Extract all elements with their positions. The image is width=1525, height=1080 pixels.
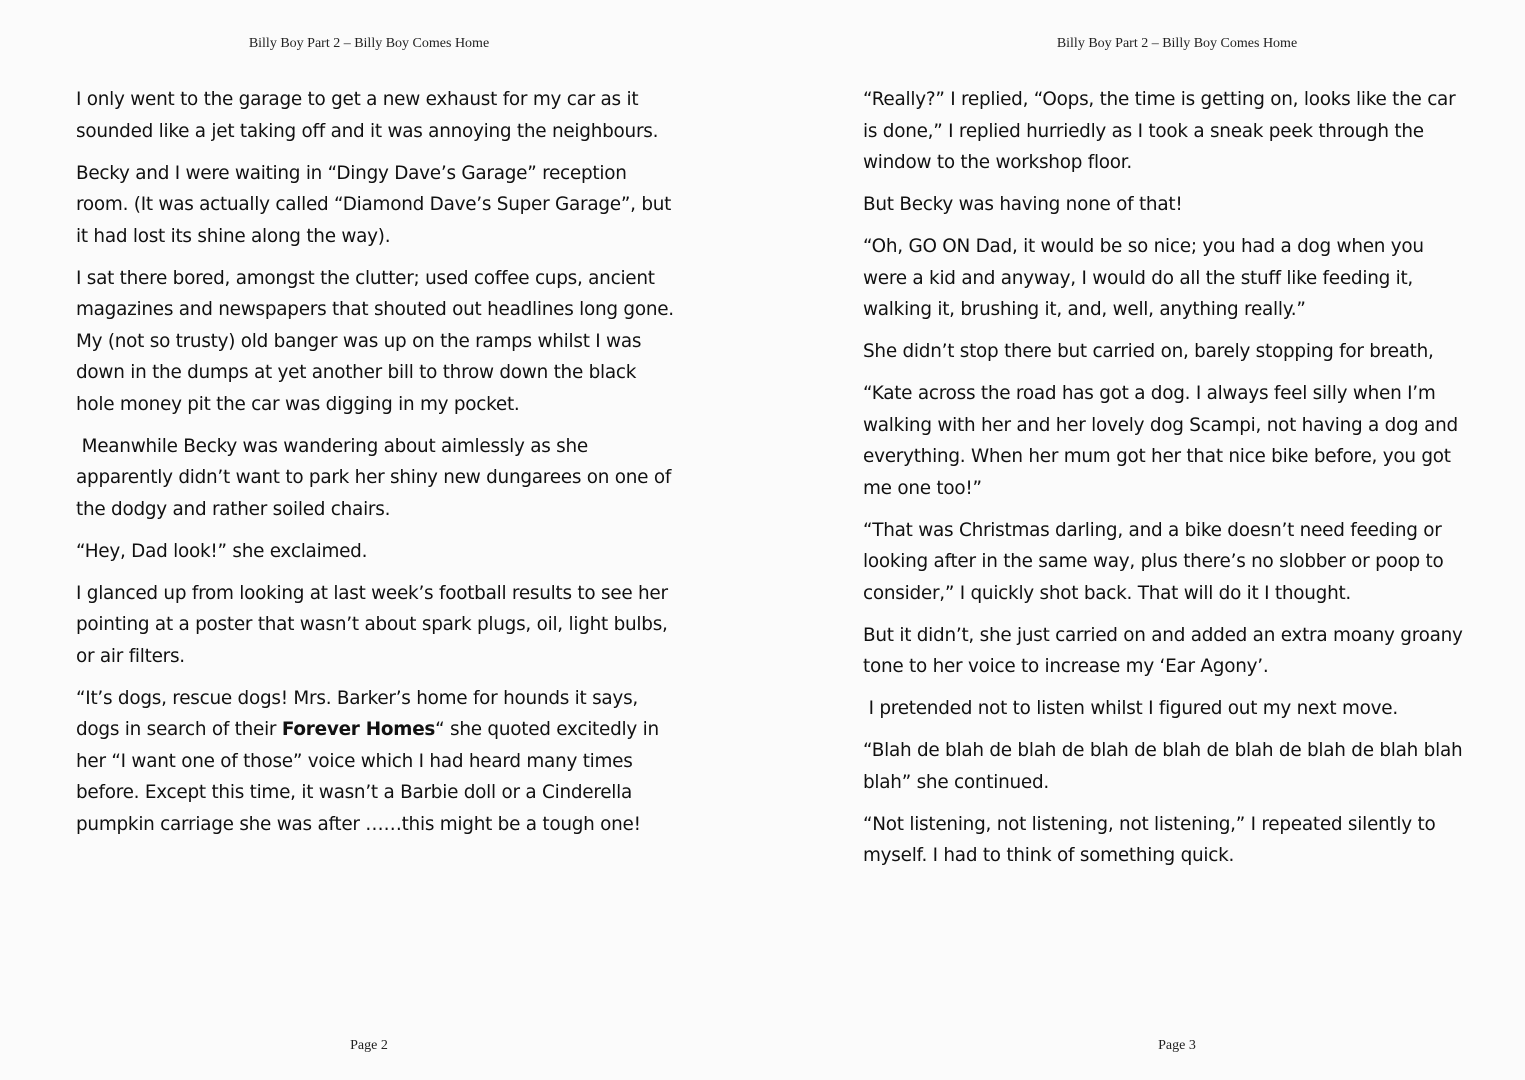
bold-text: Forever Homes bbox=[281, 719, 436, 740]
paragraph: I pretended not to listen whilst I figured out my next move. bbox=[863, 698, 1398, 719]
text-run: “It’s dogs, rescue dogs! Mrs. Barker’s home for hounds it says, dogs in search of their bbox=[76, 687, 644, 740]
page-header: Billy Boy Part 2 – Billy Boy Comes Home bbox=[1056, 36, 1298, 51]
paragraph: Becky and I were waiting in “Dingy Dave’s Garage” reception room. (It was actually called “Diamond Dave’s Super Garage”, but it had lost its shine along the way). bbox=[76, 162, 677, 247]
paragraph: “That was Christmas darling, and a bike doesn’t need feeding or looking after in the same way, plus there’s no slobber or poop to consider,” I quickly shot back. That will do it I thought. bbox=[863, 519, 1450, 604]
paragraph: “Blah de blah de blah de blah de blah de blah de blah de blah blah blah” she continued. bbox=[863, 740, 1468, 793]
page-number: Page 3 bbox=[1158, 1038, 1196, 1053]
paragraph: “Really?” I replied, “Oops, the time is getting on, looks like the car is done,” I replied hurriedly as I took a sneak peek through the window to the workshop floor. bbox=[863, 89, 1461, 173]
paragraph: But Becky was having none of that! bbox=[863, 194, 1183, 215]
paragraph: “Hey, Dad look!” she exclaimed. bbox=[76, 540, 368, 562]
page-body bbox=[863, 84, 1469, 882]
paragraph-dogs bbox=[76, 683, 676, 841]
paragraph: But it didn’t, she just carried on and added an extra moany groany tone to her voice to increase my ‘Ear Agony’. bbox=[863, 624, 1469, 677]
page-body bbox=[76, 84, 680, 851]
page-header: Billy Boy Part 2 – Billy Boy Comes Home bbox=[248, 36, 490, 51]
paragraph: I only went to the garage to get a new exhaust for my car as it sounded like a jet taking off and it was annoying the neighbours. bbox=[76, 89, 659, 142]
left-page bbox=[0, 0, 762, 1080]
paragraph: She didn’t stop there but carried on, barely stopping for breath, bbox=[863, 341, 1434, 362]
page-number: Page 2 bbox=[350, 1038, 388, 1053]
paragraph: I sat there bored, amongst the clutter; used coffee cups, ancient magazines and newspapers that shouted out headlines long gone. My (not so trusty) old banger was up on the ramps whilst I was down in the dumps at yet another bill to throw down the black hole money pit the car was digging in my pocket. bbox=[76, 267, 680, 415]
paragraph: I glanced up from looking at last week’s football results to see her pointing at a poster that wasn’t about spark plugs, oil, light bulbs, or air filters. bbox=[76, 582, 674, 667]
paragraph: Meanwhile Becky was wandering about aimlessly as she apparently didn’t want to park her shiny new dungarees on one of the dodgy and rather soiled chairs. bbox=[76, 435, 677, 520]
right-page bbox=[763, 0, 1525, 1080]
text-run: “ she quoted excitedly in her “I want one of those” voice which I had heard many times before. Except this time, it wasn’t a Barbie doll or a Cinderella pumpkin carriage she was after ……this might be a tough one! bbox=[76, 719, 665, 835]
paragraph: “Not listening, not listening, not listening,” I repeated silently to myself. I had to think of something quick. bbox=[863, 813, 1442, 866]
paragraph: “Kate across the road has got a dog. I always feel silly when I’m walking with her and her lovely dog Scampi, not having a dog and everything. When her mum got her that nice bike before, you got me one too!” bbox=[863, 383, 1464, 499]
paragraph: “Oh, GO ON Dad, it would be so nice; you had a dog when you were a kid and anyway, I would do all the stuff like feeding it, walking it, brushing it, and, well, anything really.” bbox=[863, 236, 1430, 320]
